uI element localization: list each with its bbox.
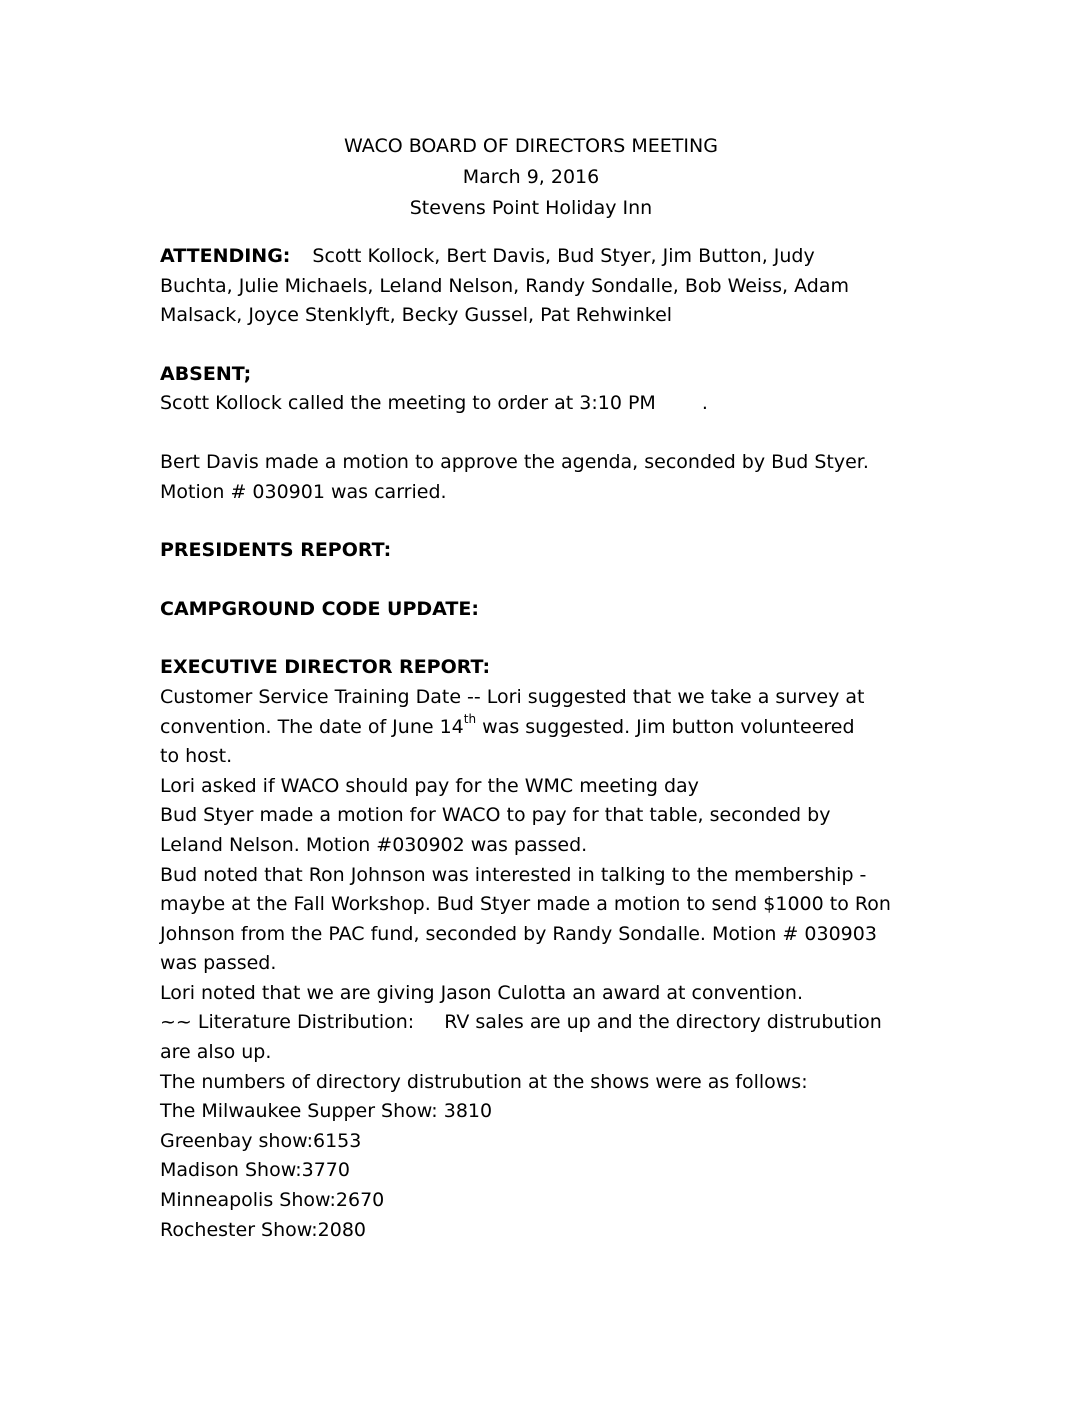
document-header	[136, 131, 926, 224]
training-line2	[160, 713, 950, 743]
show-item: The Milwaukee Supper Show: 3810	[160, 1100, 493, 1123]
ron-line3: Johnson from the PAC fund, seconded by Randy Sondalle. Motion # 030903	[160, 922, 877, 945]
ordinal-suffix: th	[463, 712, 477, 727]
motion2-line2: Leland Nelson. Motion #030902 was passed.	[160, 833, 588, 856]
wmc-line: Lori asked if WACO should pay for the WMC meeting day	[160, 774, 699, 797]
award-line: Lori noted that we are giving Jason Culotta an award at convention.	[160, 981, 804, 1004]
ron-line4: was passed.	[160, 952, 277, 975]
agenda-line2: Motion # 030901 was carried.	[160, 480, 447, 503]
executive-director-heading: EXECUTIVE DIRECTOR REPORT:	[160, 656, 491, 679]
absent-label: ABSENT;	[160, 362, 252, 385]
show-item: Rochester Show:2080	[160, 1218, 367, 1241]
document-title: WACO BOARD OF DIRECTORS MEETING	[344, 135, 718, 157]
attending-names-line1: Scott Kollock, Bert Davis, Bud Styer, Jim Button, Judy	[312, 245, 815, 267]
attending-label: ATTENDING:	[160, 245, 291, 267]
show-item: Madison Show:3770	[160, 1159, 350, 1182]
numbers-intro: The numbers of directory distrubution at the shows were as follows:	[160, 1070, 808, 1093]
executive-director-section	[160, 653, 950, 1245]
show-item: Greenbay show:6153	[160, 1129, 362, 1152]
ron-line2: maybe at the Fall Workshop. Bud Styer made a motion to send $1000 to Ron	[160, 893, 891, 916]
motion2-line1: Bud Styer made a motion for WACO to pay for that table, seconded by	[160, 804, 831, 827]
meeting-minutes	[160, 131, 950, 1245]
attending-names-line3: Malsack, Joyce Stenklyft, Becky Gussel, Pat Rehwinkel	[160, 304, 673, 327]
agenda-motion	[160, 448, 950, 507]
attending-names-line2: Buchta, Julie Michaels, Leland Nelson, Randy Sondalle, Bob Weiss, Adam	[160, 274, 849, 297]
literature-label: ~~ Literature Distribution:	[160, 1011, 415, 1034]
literature-text: RV sales are up and the directory distrubution	[444, 1011, 882, 1034]
attending-section	[160, 242, 950, 331]
meeting-date: March 9, 2016	[462, 166, 600, 188]
show-item: Minneapolis Show:2670	[160, 1189, 385, 1212]
training-line3: to host.	[160, 745, 233, 768]
campground-code-heading: CAMPGROUND CODE UPDATE:	[160, 597, 479, 620]
call-to-order-text: Scott Kollock called the meeting to order at 3:10 PM	[160, 392, 656, 415]
agenda-line1: Bert Davis made a motion to approve the agenda, seconded by Bud Styer.	[160, 450, 869, 473]
ron-line1: Bud noted that Ron Johnson was interested in talking to the membership -	[160, 863, 867, 886]
absent-section	[160, 360, 950, 419]
presidents-report-heading: PRESIDENTS REPORT:	[160, 539, 392, 562]
training-line2-b: was suggested. Jim button volunteered	[476, 715, 855, 738]
meeting-location: Stevens Point Holiday Inn	[409, 197, 653, 219]
literature-line2: are also up.	[160, 1041, 272, 1064]
training-line1: Customer Service Training Date -- Lori suggested that we take a survey at	[160, 685, 865, 708]
training-line2-a: convention. The date of June 14	[160, 715, 464, 738]
trailing-dot: .	[701, 392, 708, 415]
